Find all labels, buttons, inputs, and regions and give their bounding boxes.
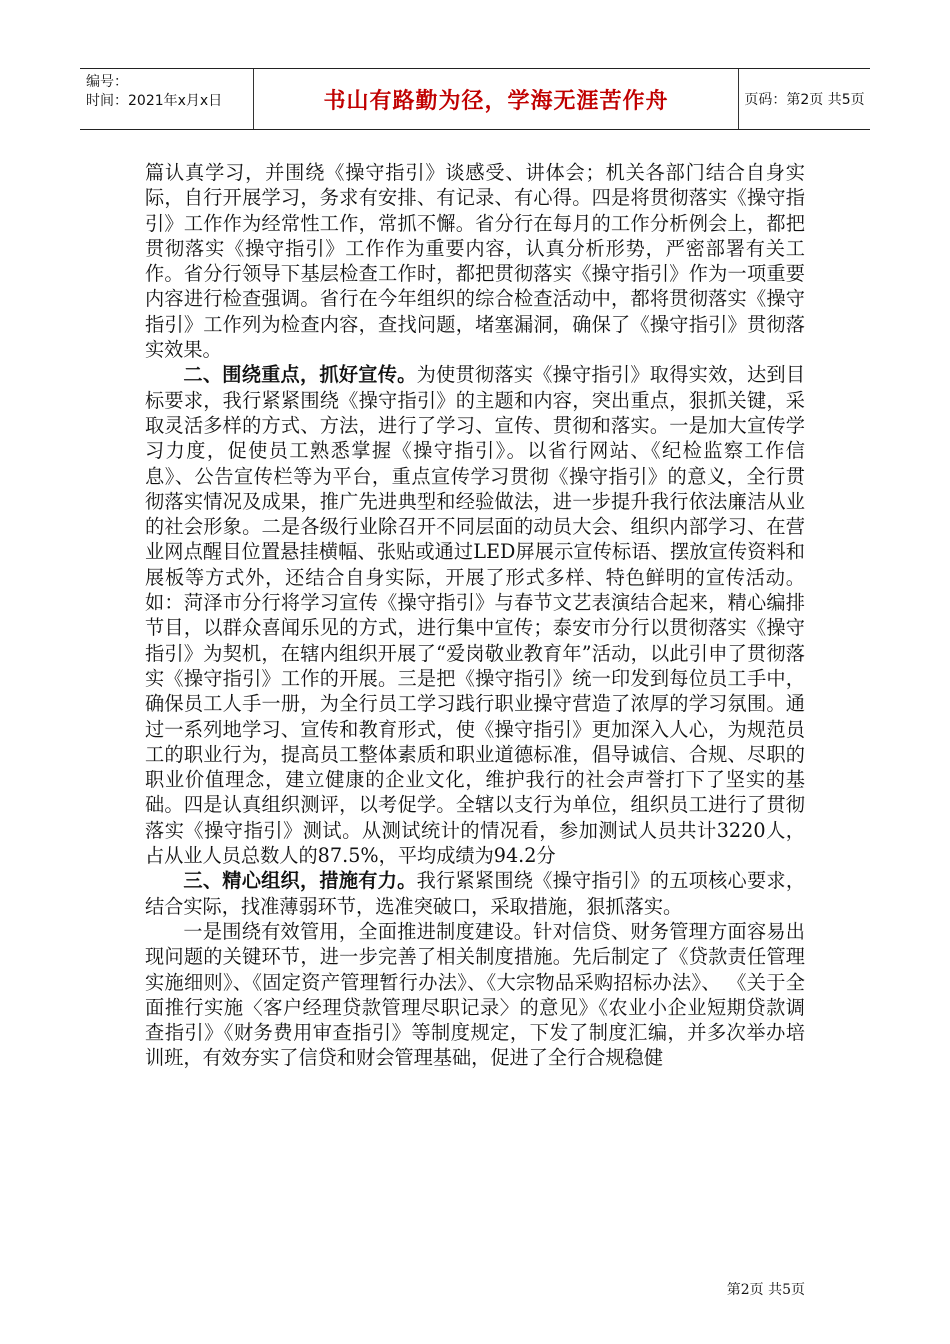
paragraph-text: 我行紧紧围绕《操守指引》的五项核心要求，结合实际，找准薄弱环节，选准突破口，采取措施，狠抓落实。 [145, 869, 806, 918]
header-meta [80, 69, 254, 129]
paragraph-text: 为使贯彻落实《操守指引》取得实效，达到目标要求，我行紧紧围绕《操守指引》的主题和内容，突出重点，狠抓关键，采取灵活多样的方式、方法，进行了学习、宣传、贯彻和落实。一是加大宣传学习力度，促使员工熟悉掌握《操守指引》。以省行网站、《纪检监察工作信息》、公告宣传栏等为平台，重点宣传学习贯彻《操守指引》的意义，全行贯彻落实情况及成果，推广先进典型和经验做法，进一步提升我行依法廉洁从业的社会形象。二是各级行业除召开不同层面的动员大会、组织内部学习、在营业网点醒目位置悬挂横幅、张贴或通过LED屏展示宣传标语、摆放宣传资料和展板等方式外，还结合自身实际，开展了形式多样、特色鲜明的宣传活动。如：菏泽市分行将学习宣传《操守指引》与春节文艺表演结合起来，精心编排节目，以群众喜闻乐见的方式，进行集中宣传；泰安市分行以贯彻落实《操守指引》为契机，在辖内组织开展了“爱岗敬业教育年”活动，以此引申了贯彻落实《操守指引》工作的开展。三是把《操守指引》统一印发到每位员工手中，确保员工人手一册，为全行员工学习践行职业操守营造了浓厚的学习氛围。通过一系列地学习、宣传和教育形式，使《操守指引》更加深入人心，为规范员工的职业行为，提高员工整体素质和职业道德标准，倡导诚信、合规、尽职的职业价值理念，建立健康的企业文化，维护我行的社会声誉打下了坚实的基础。四是认真组织测评，以考促学。全辖以支行为单位，组织员工进行了贯彻落实《操守指引》测试。从测试统计的情况看，参加测试人员共计3220人，占从业人员总数人的87.5%，平均成绩为94.2分 [145, 363, 806, 868]
section-heading: 三、精心组织，措施有力。 [183, 869, 417, 893]
document-date-label: 时间：2021年x月x日 [86, 93, 223, 109]
header-motto: 书山有路勤为径，学海无涯苦作舟 [254, 69, 739, 129]
paragraph-1 [145, 160, 805, 362]
paragraph-2 [145, 362, 805, 868]
paragraph-4 [145, 919, 805, 1071]
document-number-label: 编号： [86, 74, 128, 90]
header-page-number: 页码：第2页 共5页 [744, 92, 865, 108]
page-header [80, 68, 870, 130]
section-heading: 二、围绕重点，抓好宣传。 [183, 363, 417, 387]
paragraph-3 [145, 868, 805, 919]
paragraph-text: 一是围绕有效管用，全面推进制度建设。针对信贷、财务管理方面容易出现问题的关键环节，进一步完善了相关制度措施。先后制定了《贷款责任管理实施细则》、《固定资产管理暂行办法》、《大宗物品采购招标办法》、 《关于全面推行实施〈客户经理贷款管理尽职记录〉的意见》《农业小企业短期贷款调查指引》《财务费用审查指引》等制度规定，下发了制度汇编，并多次举办培训班，有效夯实了信贷和财会管理基础，促进了全行合规稳健 [145, 919, 805, 1070]
page-footer: 第2页 共5页 [726, 1282, 805, 1298]
paragraph-text: 篇认真学习，并围绕《操守指引》谈感受、讲体会；机关各部门结合自身实际，自行开展学习，务求有安排、有记录、有心得。四是将贯彻落实《操守指引》工作作为经常性工作，常抓不懈。省分行在每月的工作分析例会上，都把贯彻落实《操守指引》工作作为重要内容，认真分析形势，严密部署有关工作。省分行领导下基层检查工作时，都把贯彻落实《操守指引》作为一项重要内容进行检查强调。省行在今年组织的综合检查活动中，都将贯彻落实《操守指引》工作列为检查内容，查找问题，堵塞漏洞，确保了《操守指引》贯彻落实效果。 [145, 161, 805, 362]
document-body [145, 160, 805, 1071]
